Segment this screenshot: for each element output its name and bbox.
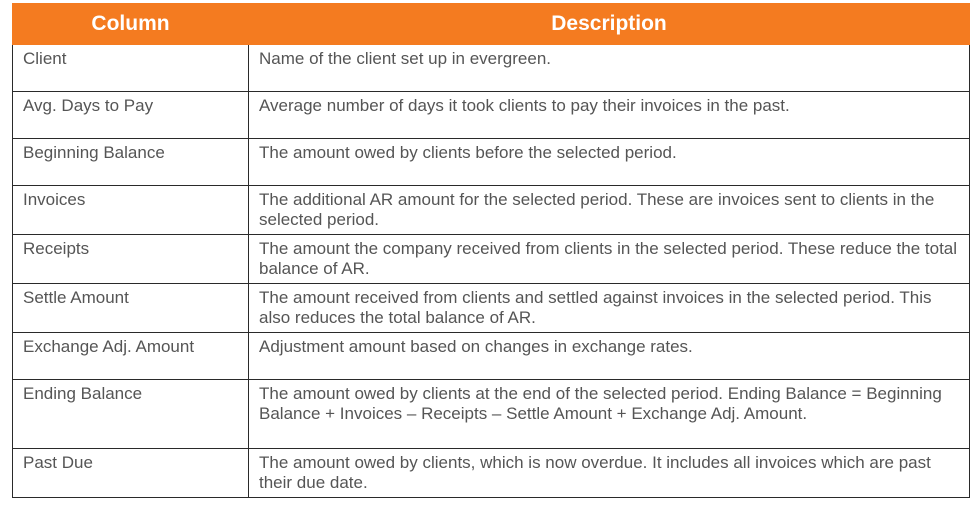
row-description: Average number of days it took clients to pay their invoices in the past.: [249, 92, 970, 139]
table-row: [13, 284, 970, 333]
row-description: The amount owed by clients at the end of the selected period. Ending Balance = Beginning Balance + Invoices – Receipts – Settle Amount + Exchange Adj. Amount.: [249, 380, 970, 449]
row-column-name: Ending Balance: [13, 380, 249, 449]
row-column-name: Beginning Balance: [13, 139, 249, 186]
row-description: The amount owed by clients, which is now overdue. It includes all invoices which are past their due date.: [249, 449, 970, 498]
table-row: [13, 139, 970, 186]
row-description: Name of the client set up in evergreen.: [249, 45, 970, 92]
row-column-name: Receipts: [13, 235, 249, 284]
table-row: [13, 186, 970, 235]
row-column-name: Invoices: [13, 186, 249, 235]
row-description: The amount owed by clients before the selected period.: [249, 139, 970, 186]
table-row: [13, 449, 970, 498]
table-row: [13, 380, 970, 449]
row-description: The amount the company received from clients in the selected period. These reduce the total balance of AR.: [249, 235, 970, 284]
row-column-name: Exchange Adj. Amount: [13, 333, 249, 380]
table-row: [13, 235, 970, 284]
column-description-table: [12, 3, 970, 498]
table-header-row: [13, 4, 970, 45]
table-row: [13, 92, 970, 139]
row-description: The amount received from clients and settled against invoices in the selected period. This also reduces the total balance of AR.: [249, 284, 970, 333]
row-column-name: Avg. Days to Pay: [13, 92, 249, 139]
row-description: The additional AR amount for the selected period. These are invoices sent to clients in the selected period.: [249, 186, 970, 235]
header-description: Description: [249, 4, 970, 45]
row-column-name: Settle Amount: [13, 284, 249, 333]
header-column: Column: [13, 4, 249, 45]
row-column-name: Client: [13, 45, 249, 92]
table-row: [13, 333, 970, 380]
row-column-name: Past Due: [13, 449, 249, 498]
row-description: Adjustment amount based on changes in exchange rates.: [249, 333, 970, 380]
table-row: [13, 45, 970, 92]
